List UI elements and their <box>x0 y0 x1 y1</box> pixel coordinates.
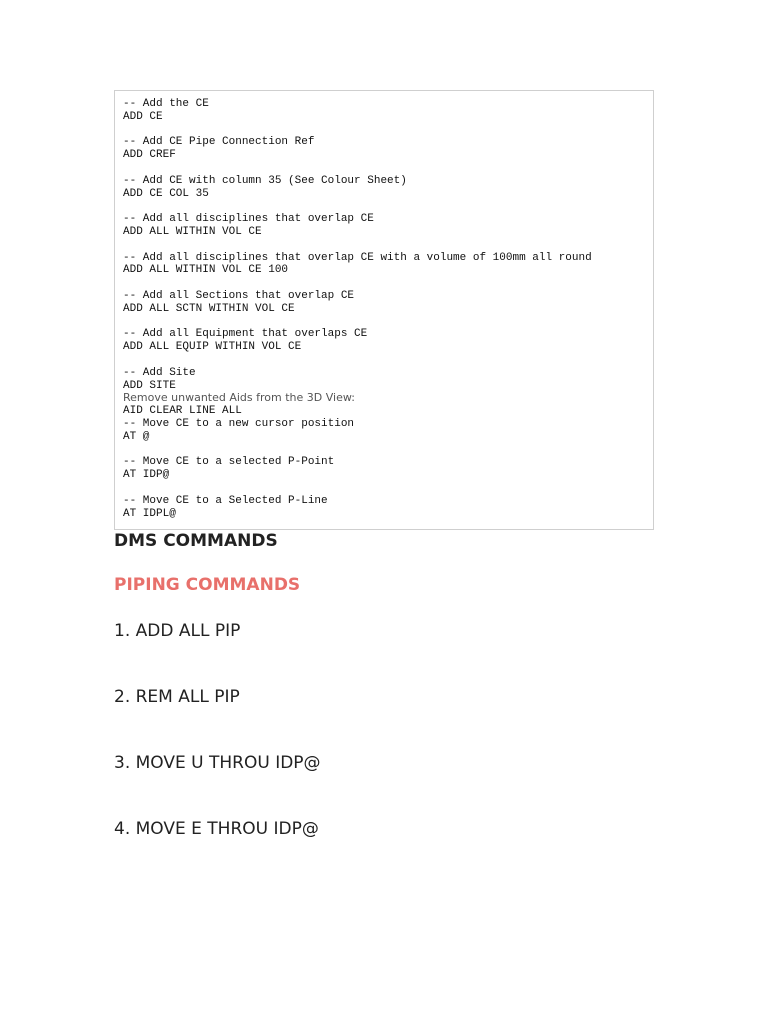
code-line: ADD CE <box>123 110 163 123</box>
code-line: -- Add all disciplines that overlap CE with a volume of 100mm all round <box>123 251 592 264</box>
code-line: -- Move CE to a selected P-Point <box>123 456 335 469</box>
code-line: AT IDP@ <box>123 469 170 482</box>
code-line: ADD CE COL 35 <box>123 187 209 200</box>
code-line: -- Move CE to a new cursor position <box>123 417 355 430</box>
code-line: AID CLEAR LINE ALL <box>123 405 242 418</box>
code-line: -- Add all disciplines that overlap CE <box>123 213 374 226</box>
code-line: -- Add CE with column 35 (See Colour Sheet) <box>123 174 407 187</box>
code-line: -- Add Site <box>123 366 196 379</box>
code-line: -- Move CE to a Selected P-Line <box>123 494 328 507</box>
code-line: AT @ <box>123 430 150 443</box>
code-blank-line <box>123 162 645 175</box>
code-line: ADD CREF <box>123 149 176 162</box>
piping-commands-heading: PIPING COMMANDS <box>114 575 301 595</box>
code-line: ADD ALL WITHIN VOL CE <box>123 225 262 238</box>
code-block <box>114 90 654 530</box>
dms-commands-heading: DMS COMMANDS <box>114 531 278 551</box>
code-blank-line <box>123 316 645 329</box>
piping-command-item: 2. REM ALL PIP <box>114 687 240 707</box>
code-line: ADD ALL EQUIP WITHIN VOL CE <box>123 341 302 354</box>
piping-command-item: 4. MOVE E THROU IDP@ <box>114 819 319 839</box>
piping-command-item: 1. ADD ALL PIP <box>114 621 241 641</box>
code-line: -- Add CE Pipe Connection Ref <box>123 136 315 149</box>
code-blank-line <box>123 277 645 290</box>
code-blank-line <box>123 482 645 495</box>
code-line: AT IDPL@ <box>123 507 176 520</box>
code-blank-line <box>123 239 645 252</box>
code-line: ADD SITE <box>123 379 176 392</box>
code-line: -- Add all Sections that overlap CE <box>123 289 355 302</box>
code-note-line: Remove unwanted Aids from the 3D View: <box>123 391 355 405</box>
code-blank-line <box>123 124 645 137</box>
code-blank-line <box>123 354 645 367</box>
code-blank-line <box>123 444 645 457</box>
piping-command-list <box>114 620 321 884</box>
code-line: ADD ALL WITHIN VOL CE 100 <box>123 264 289 277</box>
code-line: -- Add all Equipment that overlaps CE <box>123 328 368 341</box>
code-line: -- Add the CE <box>123 98 209 110</box>
code-blank-line <box>123 200 645 213</box>
piping-command-item: 3. MOVE U THROU IDP@ <box>114 753 321 773</box>
code-line: ADD ALL SCTN WITHIN VOL CE <box>123 302 295 315</box>
